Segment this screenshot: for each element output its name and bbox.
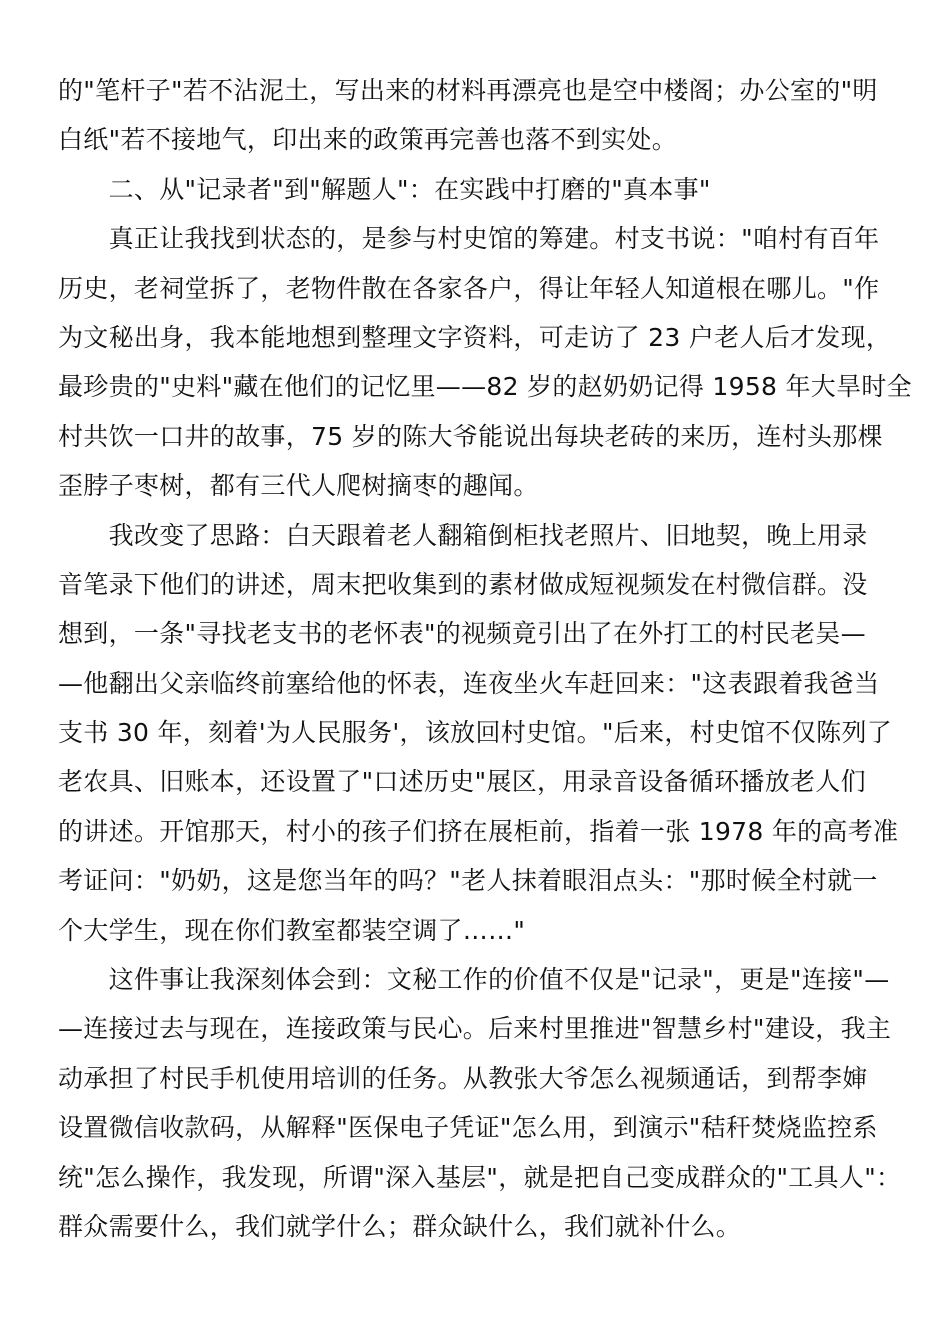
- body-text: [58, 66, 912, 1251]
- section-heading: 二、从"记录者"到"解题人"：在实践中打磨的"真本事": [58, 174, 711, 204]
- text-line: 的"笔杆子"若不沾泥土，写出来的材料再漂亮也是空中楼阁；办公室的"明: [58, 76, 878, 105]
- text-line: 音笔录下他们的讲述，周末把收集到的素材做成短视频发在村微信群。没: [58, 569, 868, 599]
- text-line: 最珍贵的"史料"藏在他们的记忆里——82 岁的赵奶奶记得 1958 年大旱时全: [58, 372, 912, 402]
- text-line: 的讲述。开馆那天，村小的孩子们挤在展柜前，指着一张 1978 年的高考准: [58, 816, 899, 846]
- text-line: 支书 30 年，刻着'为人民服务'，该放回村史馆。"后来，村史馆不仅陈列了: [58, 718, 893, 748]
- text-line: 老农具、旧账本，还设置了"口述历史"展区，用录音设备循环播放老人们: [58, 767, 866, 797]
- text-line: 历史，老祠堂拆了，老物件散在各家各户，得让年轻人知道根在哪儿。"作: [58, 273, 880, 303]
- text-line: 动承担了村民手机使用培训的任务。从教张大爷怎么视频通话，到帮李婶: [58, 1063, 868, 1093]
- text-line: 白纸"若不接地气，印出来的政策再完善也落不到实处。: [58, 125, 678, 155]
- text-line: 想到，一条"寻找老支书的老怀表"的视频竟引出了在外打工的村民老吴—: [58, 619, 866, 649]
- text-line: 歪脖子枣树，都有三代人爬树摘枣的趣闻。: [58, 471, 539, 501]
- text-line: 群众需要什么，我们就学什么；群众缺什么，我们就补什么。: [58, 1211, 742, 1241]
- text-line: 考证问："奶奶，这是您当年的吗？"老人抹着眼泪点头："那时候全村就一: [58, 866, 878, 896]
- text-line: —他翻出父亲临终前塞给他的怀表，连夜坐火车赶回来："这表跟着我爸当: [58, 668, 880, 698]
- text-line: 个大学生，现在你们教室都装空调了……": [58, 915, 526, 945]
- text-line: 真正让我找到状态的，是参与村史馆的筹建。村支书说："咱村有百年: [58, 224, 880, 254]
- text-line: 这件事让我深刻体会到：文秘工作的价值不仅是"记录"，更是"连接"—: [58, 965, 890, 995]
- text-line: 我改变了思路：白天跟着老人翻箱倒柜找老照片、旧地契，晚上用录: [58, 520, 868, 550]
- text-line: 设置微信收款码，从解释"医保电子凭证"怎么用，到演示"秸秆焚烧监控系: [58, 1113, 878, 1143]
- text-line: 为文秘出身，我本能地想到整理文字资料，可走访了 23 户老人后才发现，: [58, 322, 892, 352]
- text-line: 村共饮一口井的故事，75 岁的陈大爷能说出每块老砖的来历，连村头那棵: [58, 421, 883, 451]
- text-line: —连接过去与现在，连接政策与民心。后来村里推进"智慧乡村"建设，我主: [58, 1014, 892, 1044]
- text-line: 统"怎么操作，我发现，所谓"深入基层"，就是把自己变成群众的"工具人"：: [58, 1162, 902, 1192]
